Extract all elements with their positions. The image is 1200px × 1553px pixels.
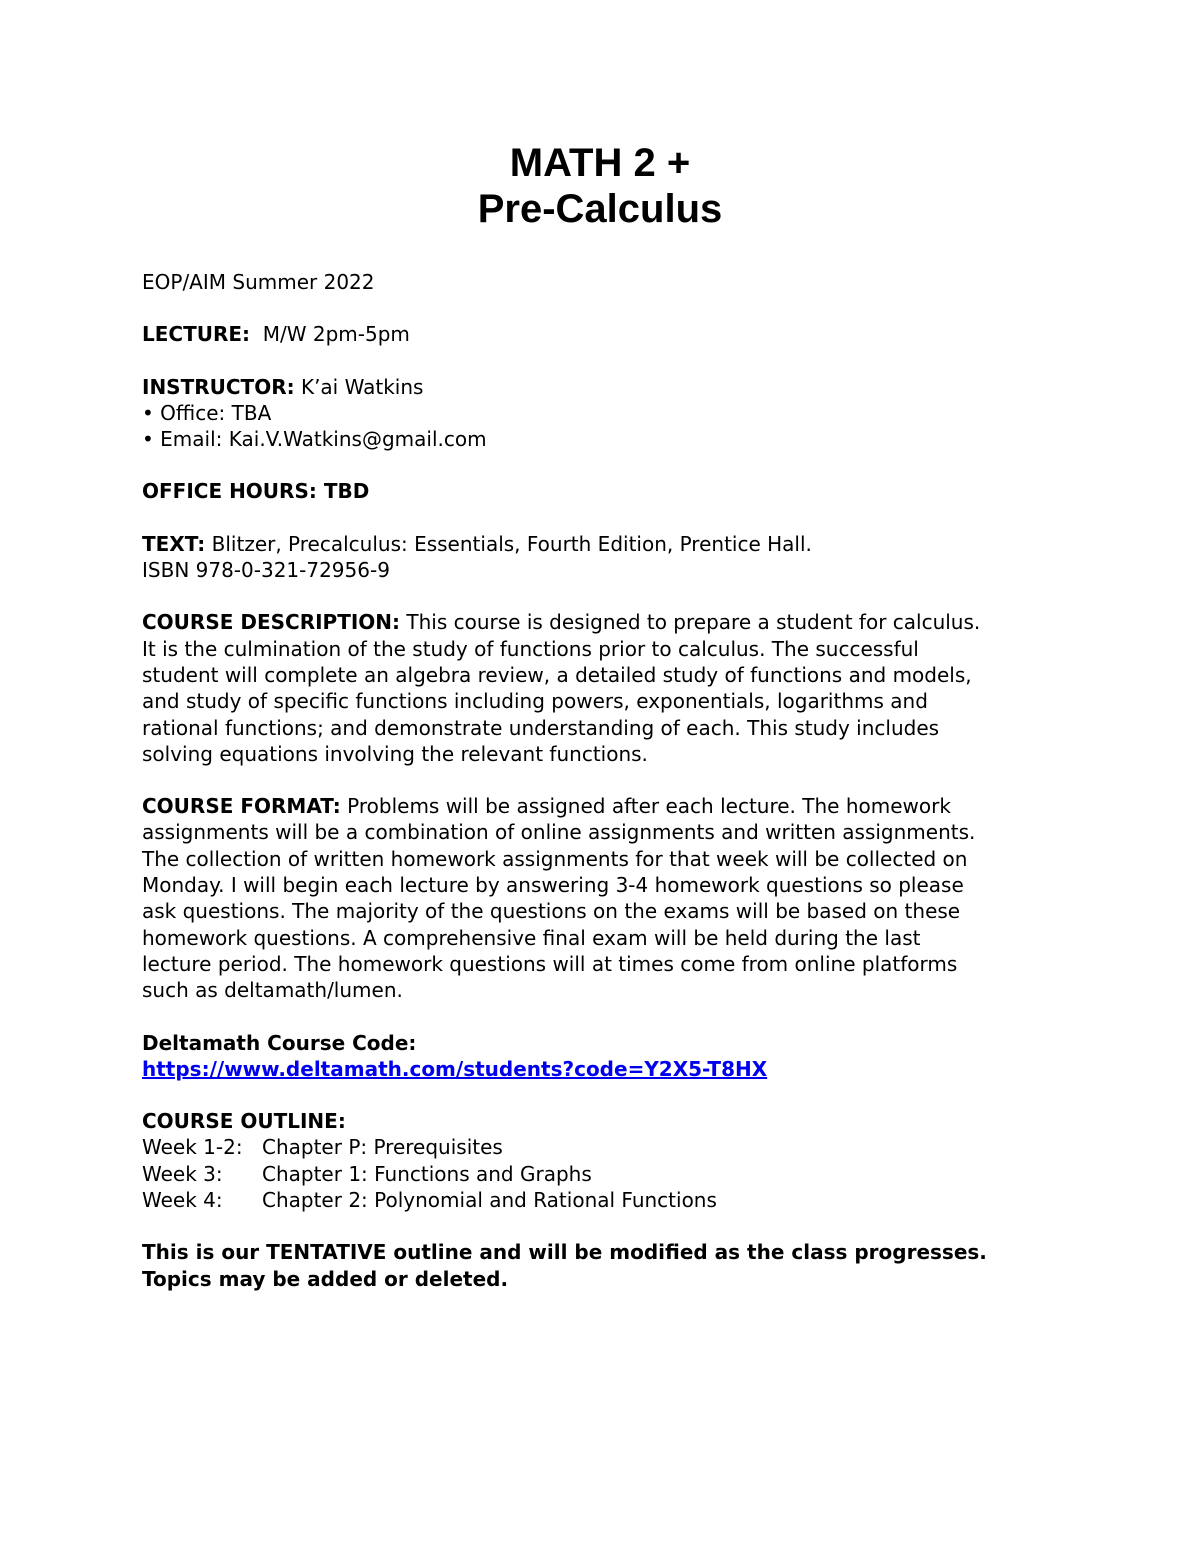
outline-chapter: Chapter 2: Polynomial and Rational Functions xyxy=(262,1188,717,1213)
lecture-label: LECTURE: xyxy=(142,322,251,347)
instructor-line xyxy=(142,374,1072,400)
instructor-details xyxy=(142,400,1072,453)
outline-chapter: Chapter 1: Functions and Graphs xyxy=(262,1161,592,1186)
instructor-label: INSTRUCTOR: xyxy=(142,374,295,399)
text-line xyxy=(142,531,1072,557)
course-format: COURSE FORMAT: Problems will be assigned after each lecture. The homework assignments will be a combination of online assignments and written assignments. The collection of written homework assignments for that week will be collected on Monday. I will begin each lecture by answering 3-4 homework questions so please ask questions. The majority of the questions on the exams will be based on these homework questions. A comprehensive final exam will be held during the last lecture period. The homework questions will at times come from online platforms such as deltamath/lumen. xyxy=(142,794,976,1003)
course-description: COURSE DESCRIPTION: This course is designed to prepare a student for calculus. It is the culmination of the study of functions prior to calculus. The successful student will complete an algebra review, a detailed study of functions and models, and study of specific functions including powers, exponentials, logarithms and rational functions; and demonstrate understanding of each. This study includes solving equations involving the relevant functions. xyxy=(142,610,981,766)
outline-week: Week 4: xyxy=(142,1188,223,1213)
outline-week: Week 1-2: xyxy=(142,1135,243,1160)
title-line-1: MATH 2 + xyxy=(509,141,691,185)
term: EOP/AIM Summer 2022 xyxy=(142,270,375,294)
instructor-email: • Email: Kai.V.Watkins@gmail.com xyxy=(142,426,1072,452)
text-label: TEXT: xyxy=(142,531,206,556)
lecture-value: M/W 2pm-5pm xyxy=(262,322,410,347)
tentative-note: This is our TENTATIVE outline and will be modified as the class progresses. Topics may be added or deleted. xyxy=(142,1240,987,1291)
course-format-label: COURSE FORMAT: xyxy=(142,794,341,819)
deltamath-label: Deltamath Course Code: xyxy=(142,1030,417,1055)
outline-row xyxy=(142,1161,1072,1187)
outline-row xyxy=(142,1134,1072,1160)
course-outline xyxy=(142,1134,1072,1213)
course-description-label: COURSE DESCRIPTION: xyxy=(142,610,401,635)
deltamath-link[interactable]: https://www.deltamath.com/students?code=Y2X5-T8HX xyxy=(142,1056,768,1081)
instructor-name: K’ai Watkins xyxy=(300,374,424,399)
instructor-office: • Office: TBA xyxy=(142,400,1072,426)
isbn: ISBN 978-0-321-72956-9 xyxy=(142,558,390,583)
title-line-2: Pre-Calculus xyxy=(477,187,723,231)
syllabus-page xyxy=(142,140,1072,1292)
text-value: Blitzer, Precalculus: Essentials, Fourth Edition, Prentice Hall. xyxy=(211,531,812,556)
office-hours: OFFICE HOURS: TBD xyxy=(142,479,370,504)
outline-week: Week 3: xyxy=(142,1161,223,1186)
lecture-line xyxy=(142,321,1072,347)
course-outline-label: COURSE OUTLINE: xyxy=(142,1109,346,1134)
outline-chapter: Chapter P: Prerequisites xyxy=(262,1135,503,1160)
document-title xyxy=(142,140,1058,232)
outline-row xyxy=(142,1187,1072,1213)
